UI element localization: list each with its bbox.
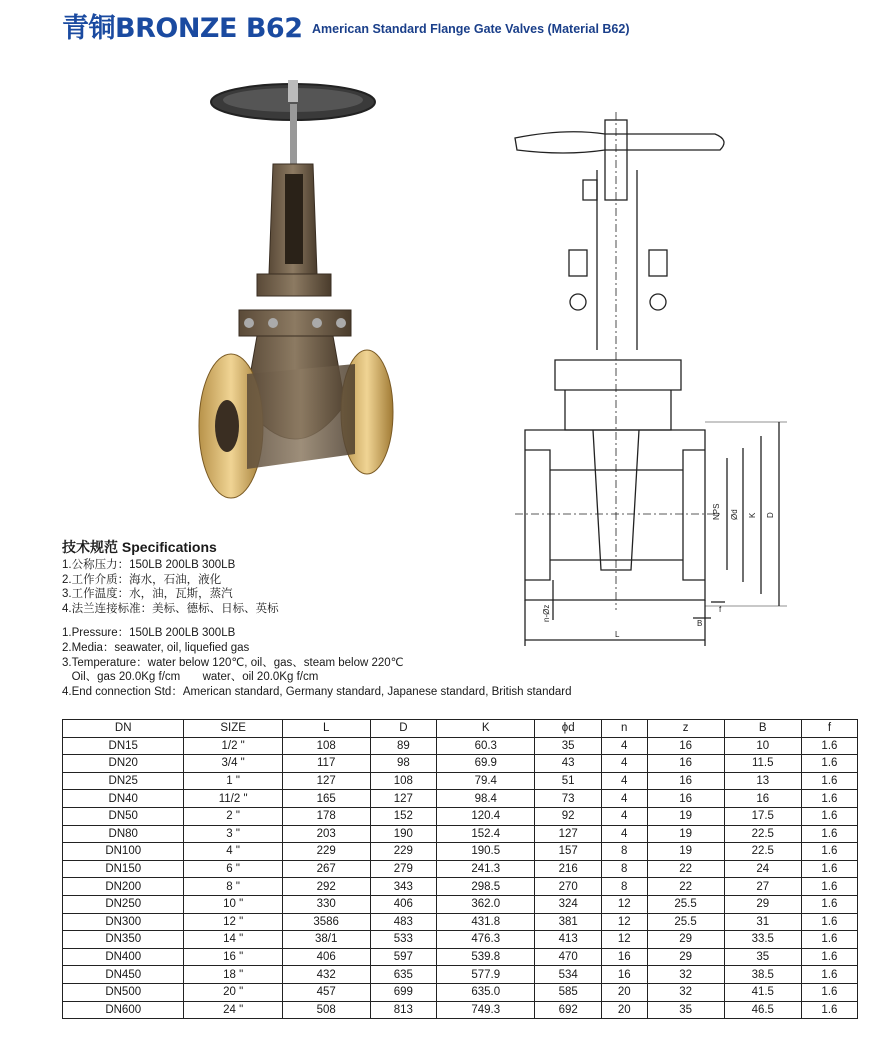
table-cell: 16	[647, 737, 724, 755]
table-row	[63, 931, 858, 949]
table-cell: 362.0	[437, 895, 535, 913]
table-cell: 1.6	[801, 1001, 857, 1019]
table-cell: 4	[601, 807, 647, 825]
table-row	[63, 913, 858, 931]
table-cell: 1.6	[801, 860, 857, 878]
table-cell: 381	[535, 913, 602, 931]
table-cell: 534	[535, 966, 602, 984]
table-cell: DN100	[63, 843, 184, 861]
column-header: L	[282, 720, 370, 738]
table-cell: 190.5	[437, 843, 535, 861]
label-f: f	[719, 605, 722, 614]
table-cell: 476.3	[437, 931, 535, 949]
table-cell: 267	[282, 860, 370, 878]
table-cell: 16	[601, 966, 647, 984]
table-cell: 692	[535, 1001, 602, 1019]
table-cell: 1.6	[801, 913, 857, 931]
table-cell: 35	[647, 1001, 724, 1019]
table-row	[63, 737, 858, 755]
spec-zh-line: 1.公称压力：150LB 200LB 300LB	[62, 559, 236, 571]
table-cell: 60.3	[437, 737, 535, 755]
table-cell: 216	[535, 860, 602, 878]
table-row	[63, 755, 858, 773]
table-cell: 4	[601, 737, 647, 755]
table-cell: 12	[601, 913, 647, 931]
table-cell: 120.4	[437, 807, 535, 825]
specifications-list	[62, 558, 571, 699]
column-header: n	[601, 720, 647, 738]
table-row	[63, 1001, 858, 1019]
table-cell: 29	[647, 931, 724, 949]
column-header: f	[801, 720, 857, 738]
table-cell: 292	[282, 878, 370, 896]
label-b: B	[697, 619, 703, 628]
table-cell: DN25	[63, 772, 184, 790]
table-cell: 20	[601, 1001, 647, 1019]
table-cell: 13	[724, 772, 801, 790]
table-cell: 1.6	[801, 843, 857, 861]
table-cell: 98	[370, 755, 437, 773]
table-cell: 330	[282, 895, 370, 913]
table-cell: 749.3	[437, 1001, 535, 1019]
column-header: B	[724, 720, 801, 738]
table-cell: 35	[535, 737, 602, 755]
table-cell: DN200	[63, 878, 184, 896]
table-cell: 29	[647, 948, 724, 966]
page-title: 青铜BRONZE B62	[62, 13, 303, 44]
table-cell: DN150	[63, 860, 184, 878]
label-d: D	[766, 512, 775, 518]
table-cell: 406	[282, 948, 370, 966]
table-cell: 22	[647, 878, 724, 896]
table-cell: 152.4	[437, 825, 535, 843]
table-row	[63, 878, 858, 896]
table-row	[63, 772, 858, 790]
table-cell: 16 "	[184, 948, 282, 966]
table-cell: 19	[647, 843, 724, 861]
table-cell: 12	[601, 931, 647, 949]
table-cell: DN300	[63, 913, 184, 931]
table-cell: 4	[601, 825, 647, 843]
table-cell: 178	[282, 807, 370, 825]
page-subtitle: American Standard Flange Gate Valves (Material B62)	[312, 22, 630, 36]
table-cell: 406	[370, 895, 437, 913]
table-cell: 3586	[282, 913, 370, 931]
table-cell: 22	[647, 860, 724, 878]
spec-en-line: 3.Temperature：water below 120℃, oil、gas、steam below 220℃	[62, 656, 404, 669]
table-cell: 279	[370, 860, 437, 878]
table-cell: 3 "	[184, 825, 282, 843]
table-cell: 157	[535, 843, 602, 861]
table-cell: 203	[282, 825, 370, 843]
column-header: ϕd	[535, 720, 602, 738]
table-cell: 51	[535, 772, 602, 790]
table-row	[63, 895, 858, 913]
table-cell: 241.3	[437, 860, 535, 878]
table-row	[63, 807, 858, 825]
table-cell: 10 "	[184, 895, 282, 913]
table-cell: DN80	[63, 825, 184, 843]
table-cell: 1.6	[801, 737, 857, 755]
table-cell: 4	[601, 772, 647, 790]
table-cell: 35	[724, 948, 801, 966]
table-cell: 33.5	[724, 931, 801, 949]
table-cell: 1 "	[184, 772, 282, 790]
table-cell: 1.6	[801, 878, 857, 896]
table-cell: 11.5	[724, 755, 801, 773]
label-nps: NPS	[712, 503, 721, 520]
table-cell: 2 "	[184, 807, 282, 825]
table-row	[63, 966, 858, 984]
table-cell: 12 "	[184, 913, 282, 931]
table-cell: 127	[370, 790, 437, 808]
table-cell: 79.4	[437, 772, 535, 790]
table-cell: 11/2 "	[184, 790, 282, 808]
table-cell: 10	[724, 737, 801, 755]
table-cell: 32	[647, 983, 724, 1001]
table-cell: 1.6	[801, 931, 857, 949]
label-k: K	[748, 512, 757, 518]
table-cell: 25.5	[647, 895, 724, 913]
column-header: D	[370, 720, 437, 738]
table-cell: 46.5	[724, 1001, 801, 1019]
spec-zh-line: 3.工作温度：水，油，瓦斯，蒸汽	[62, 588, 233, 601]
table-cell: 813	[370, 1001, 437, 1019]
valve-photo	[195, 74, 405, 504]
table-cell: DN350	[63, 931, 184, 949]
table-cell: 29	[724, 895, 801, 913]
table-cell: 1/2 "	[184, 737, 282, 755]
table-cell: DN600	[63, 1001, 184, 1019]
table-cell: 298.5	[437, 878, 535, 896]
column-header: K	[437, 720, 535, 738]
table-cell: 32	[647, 966, 724, 984]
spec-en-line: Oil、gas 20.0Kg f/cm water、oil 20.0Kg f/cm	[62, 671, 319, 684]
table-cell: DN450	[63, 966, 184, 984]
table-cell: 190	[370, 825, 437, 843]
label-l: L	[615, 630, 620, 639]
table-cell: 127	[535, 825, 602, 843]
table-cell: 539.8	[437, 948, 535, 966]
table-cell: 229	[370, 843, 437, 861]
specifications-heading: 技术规范 Specifications	[62, 539, 217, 555]
table-cell: 508	[282, 1001, 370, 1019]
table-cell: 12	[601, 895, 647, 913]
table-header-row	[63, 720, 858, 738]
table-cell: 597	[370, 948, 437, 966]
table-cell: 413	[535, 931, 602, 949]
table-cell: 98.4	[437, 790, 535, 808]
column-header: z	[647, 720, 724, 738]
table-cell: 4	[601, 790, 647, 808]
table-cell: 38.5	[724, 966, 801, 984]
table-cell: 24 "	[184, 1001, 282, 1019]
table-cell: 1.6	[801, 825, 857, 843]
table-cell: 1.6	[801, 966, 857, 984]
spec-en-line: 1.Pressure：150LB 200LB 300LB	[62, 627, 236, 640]
table-cell: DN15	[63, 737, 184, 755]
table-cell: 16	[601, 948, 647, 966]
table-cell: 20 "	[184, 983, 282, 1001]
table-cell: 1.6	[801, 983, 857, 1001]
table-cell: 25.5	[647, 913, 724, 931]
table-cell: 635.0	[437, 983, 535, 1001]
table-cell: 585	[535, 983, 602, 1001]
table-cell: 4	[601, 755, 647, 773]
table-row	[63, 983, 858, 1001]
spec-en-line: 4.End connection Std：American standard, Germany standard, Japanese standard, British standard	[62, 685, 572, 698]
table-cell: 14 "	[184, 931, 282, 949]
table-cell: 27	[724, 878, 801, 896]
table-cell: 19	[647, 807, 724, 825]
column-header: DN	[63, 720, 184, 738]
table-cell: 127	[282, 772, 370, 790]
table-cell: 483	[370, 913, 437, 931]
table-cell: 8	[601, 860, 647, 878]
table-cell: 108	[370, 772, 437, 790]
table-row	[63, 860, 858, 878]
table-cell: 43	[535, 755, 602, 773]
table-row	[63, 825, 858, 843]
table-cell: DN50	[63, 807, 184, 825]
column-header: SIZE	[184, 720, 282, 738]
table-cell: 16	[647, 772, 724, 790]
table-cell: 41.5	[724, 983, 801, 1001]
table-cell: 3/4 "	[184, 755, 282, 773]
table-cell: 533	[370, 931, 437, 949]
table-cell: 22.5	[724, 843, 801, 861]
table-cell: 18 "	[184, 966, 282, 984]
table-cell: 343	[370, 878, 437, 896]
table-cell: 577.9	[437, 966, 535, 984]
table-cell: 22.5	[724, 825, 801, 843]
table-cell: 432	[282, 966, 370, 984]
table-row	[63, 843, 858, 861]
label-phi-d: Ød	[730, 509, 739, 520]
table-cell: 38/1	[282, 931, 370, 949]
table-cell: 69.9	[437, 755, 535, 773]
table-cell: 699	[370, 983, 437, 1001]
table-cell: 117	[282, 755, 370, 773]
table-cell: 16	[647, 790, 724, 808]
table-cell: 470	[535, 948, 602, 966]
table-cell: 8 "	[184, 878, 282, 896]
table-cell: 1.6	[801, 755, 857, 773]
table-cell: 16	[724, 790, 801, 808]
table-cell: 19	[647, 825, 724, 843]
spec-zh-line: 2.工作介质：海水，石油，液化	[62, 573, 222, 586]
table-cell: 457	[282, 983, 370, 1001]
table-cell: 324	[535, 895, 602, 913]
table-cell: 92	[535, 807, 602, 825]
table-cell: 1.6	[801, 772, 857, 790]
table-cell: 1.6	[801, 807, 857, 825]
table-cell: 31	[724, 913, 801, 931]
table-cell: 89	[370, 737, 437, 755]
table-cell: 17.5	[724, 807, 801, 825]
table-cell: 1.6	[801, 948, 857, 966]
table-cell: 8	[601, 878, 647, 896]
table-row	[63, 790, 858, 808]
table-cell: 73	[535, 790, 602, 808]
table-cell: 8	[601, 843, 647, 861]
table-cell: 229	[282, 843, 370, 861]
table-cell: 635	[370, 966, 437, 984]
table-cell: DN20	[63, 755, 184, 773]
table-cell: 24	[724, 860, 801, 878]
label-n-phi-z: n-Øz	[542, 604, 551, 622]
table-cell: 1.6	[801, 895, 857, 913]
table-cell: 1.6	[801, 790, 857, 808]
table-cell: 20	[601, 983, 647, 1001]
table-row	[63, 948, 858, 966]
dimensions-table	[62, 719, 858, 1019]
table-cell: DN40	[63, 790, 184, 808]
table-cell: 16	[647, 755, 724, 773]
table-cell: 270	[535, 878, 602, 896]
spec-en-line: 2.Media：seawater, oil, liquefied gas	[62, 641, 250, 654]
table-cell: 4 "	[184, 843, 282, 861]
table-cell: 152	[370, 807, 437, 825]
table-cell: 165	[282, 790, 370, 808]
table-cell: 108	[282, 737, 370, 755]
table-cell: DN250	[63, 895, 184, 913]
table-cell: DN400	[63, 948, 184, 966]
table-cell: DN500	[63, 983, 184, 1001]
table-cell: 6 "	[184, 860, 282, 878]
table-cell: 431.8	[437, 913, 535, 931]
spec-zh-line: 4.法兰连接标准：美标、德标、日标、英标	[62, 602, 279, 615]
